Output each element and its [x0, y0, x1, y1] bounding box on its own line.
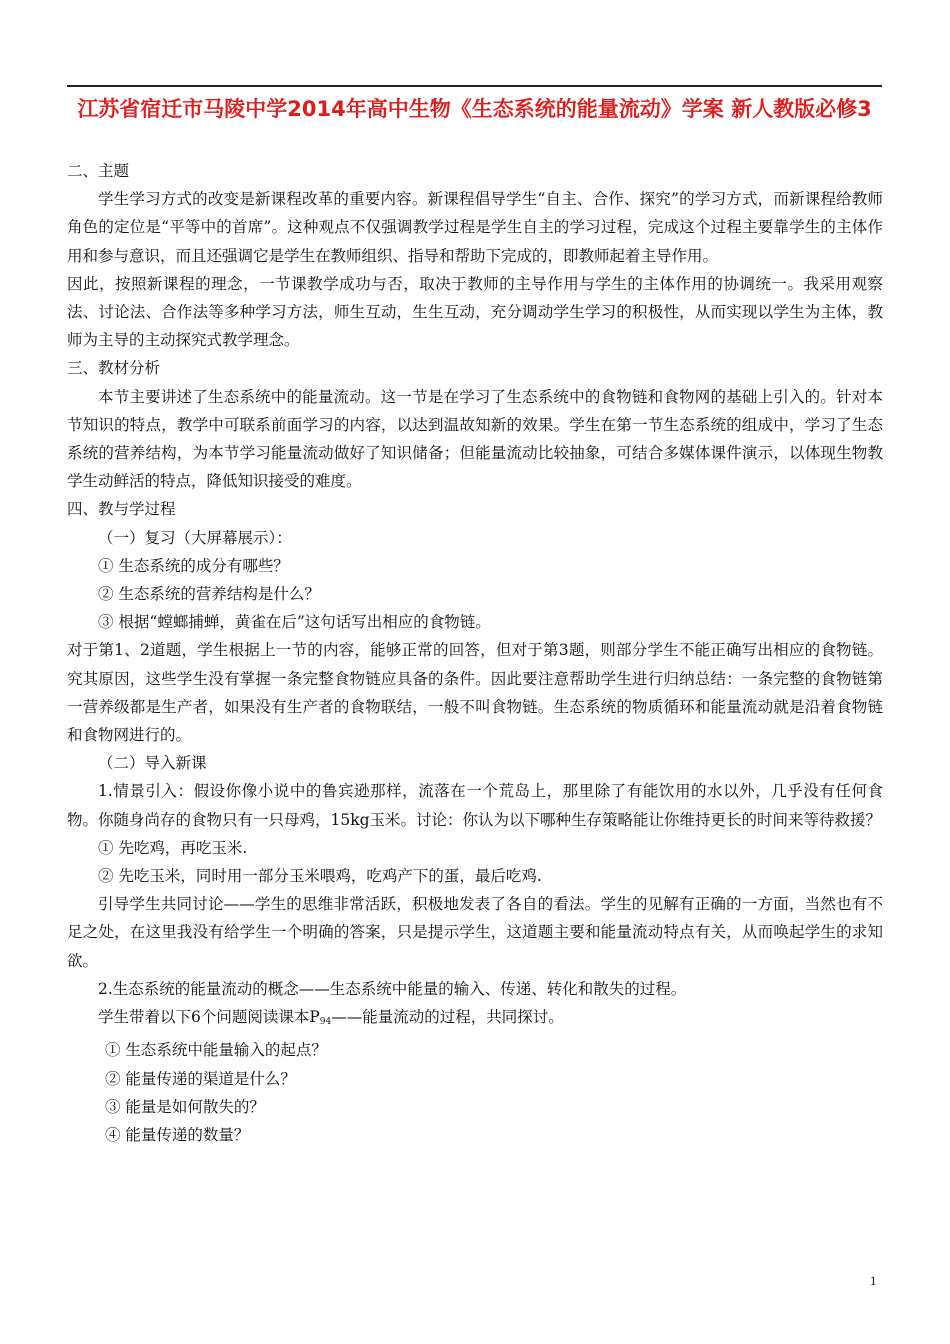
concept-paragraph: 2.生态系统的能量流动的概念——生态系统中能量的输入、传递、转化和散失的过程。	[98, 979, 687, 998]
page-subscript: 94	[319, 1017, 332, 1028]
reading-question-1: ① 生态系统中能量输入的起点？	[105, 1041, 327, 1060]
theme-paragraph-2: 因此，按照新课程的理念，一节课教学成功与否，取决于教师的主导作用与学生的主体作用的协调统一。我采用观察法、讨论法、合作法等多种学习方法，师生互动，生生互动，充分调动学生学习的积极性，从而实现以学生为主体，教师为主导的主动探究式教学理念。	[67, 274, 883, 350]
document-title: 江苏省宿迁市马陵中学2014年高中生物《生态系统的能量流动》学案 新人教版必修3	[77, 97, 872, 121]
reading-text-before: 学生带着以下6个问题阅读课本P	[98, 1008, 320, 1027]
theme-paragraph-1: 学生学习方式的改变是新课程改革的重要内容。新课程倡导学生“自主、合作、探究”的学习方式，而新课程给教师角色的定位是“平等中的首席”。这种观点不仅强调教学过程是学生自主的学习过程，完成这个过程主要靠学生的主体作用和参与意识，而且还强调它是学生在教师组织、指导和帮助下完成的，即教师起着主导作用。	[67, 190, 883, 265]
reading-question-3: ③ 能量是如何散失的？	[105, 1097, 265, 1116]
review-question-2: ② 生态系统的营养结构是什么？	[98, 585, 320, 604]
header-rule	[67, 85, 882, 87]
reading-text-after: ——能量流动的过程，共同探讨。	[331, 1008, 564, 1027]
intro-option-1: ① 先吃鸡，再吃玉米.	[98, 838, 248, 857]
intro-heading: （二）导入新课	[98, 754, 207, 773]
material-heading: 三、教材分析	[67, 359, 161, 378]
process-heading: 四、教与学过程	[67, 500, 176, 519]
review-paragraph: 对于第1、2道题，学生根据上一节的内容，能够正常的回答，但对于第3题，则部分学生不能正确写出相应的食物链。究其原因，这些学生没有掌握一条完整食物链应具备的条件。因此要注意帮助学生进行归纳总结：一条完整的食物链第一营养级都是生产者，如果没有生产者的食物联结，一般不叫食物链。生态系统的物质循环和能量流动就是沿着食物链和食物网进行的。	[67, 641, 883, 745]
intro-paragraph-1: 1.情景引入：假设你像小说中的鲁宾逊那样，流落在一个荒岛上，那里除了有能饮用的水以外，几乎没有任何食物。你随身尚存的食物只有一只母鸡，15kg玉米。讨论：你认为以下哪种生存策略能让你维持更长的时间来等待救援？	[67, 782, 883, 829]
review-question-1: ① 生态系统的成分有哪些？	[98, 556, 289, 575]
document-body	[67, 157, 883, 1149]
page-number: 1	[870, 1273, 877, 1288]
reading-paragraph	[67, 1003, 883, 1036]
material-paragraph: 本节主要讲述了生态系统中的能量流动。这一节是在学习了生态系统中的食物链和食物网的基础上引入的。针对本节知识的特点，教学中可联系前面学习的内容，以达到温故知新的效果。学生在第一节生态系统的组成中，学习了生态系统的营养结构，为本节学习能量流动做好了知识储备；但能量流动比较抽象，可结合多媒体课件演示，以体现生物教学生动鲜活的特点，降低知识接受的难度。	[67, 387, 883, 491]
review-question-3: ③ 根据“螳螂捕蝉，黄雀在后”这句话写出相应的食物链。	[98, 613, 491, 632]
reading-question-4: ④ 能量传递的数量？	[105, 1125, 250, 1144]
intro-option-2: ② 先吃玉米，同时用一部分玉米喂鸡，吃鸡产下的蛋，最后吃鸡.	[98, 867, 542, 886]
theme-heading: 二、主题	[67, 162, 130, 180]
reading-question-2: ② 能量传递的渠道是什么？	[105, 1069, 296, 1088]
review-heading: （一）复习（大屏幕展示）：	[98, 528, 292, 547]
intro-paragraph-2: 引导学生共同讨论——学生的思维非常活跃，积极地发表了各自的看法。学生的见解有正确的一方面，当然也有不足之处，在这里我没有给学生一个明确的答案，只是提示学生，这道题主要和能量流动特点有关，从而唤起学生的求知欲。	[67, 895, 883, 970]
